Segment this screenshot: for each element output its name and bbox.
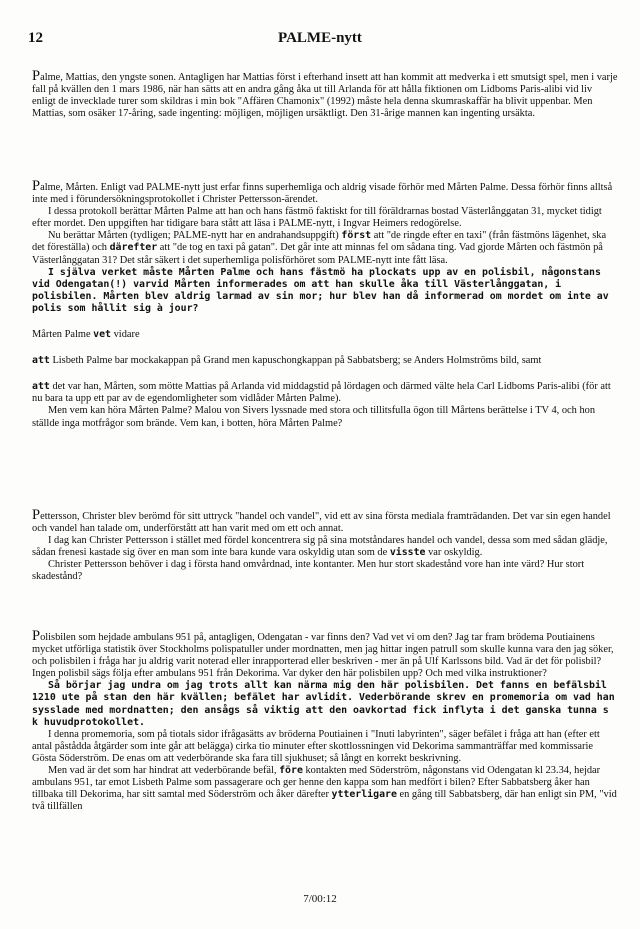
text-run: en gång till Sabbatsberg, där han enligt sin PM, "vid två tillfällen — [32, 789, 617, 813]
paragraph — [32, 765, 618, 813]
article-polisbilen — [32, 630, 618, 813]
paragraph — [32, 509, 618, 535]
initial-letter: P — [32, 68, 41, 84]
emphasis-text: att — [32, 381, 50, 393]
initial-letter: P — [32, 178, 41, 194]
text-run: att "de tog en taxi på gatan". Det går inte att minnas fel om sådana ting. Vad gjorde Mårten och fästmön på Västerlånggatan 31? Det står säkert i det superhemliga polisförhöret som PALME-nytt inte fått läsa. — [32, 242, 603, 266]
text-run: vidare — [111, 329, 140, 341]
emphasis-text: därefter — [109, 242, 158, 254]
paragraph: I denna promemoria, som på tiotals sidor ifrågasätts av bröderna Poutiainen i "Inuti labyrinten", säger befälet i fråga att han (efter ett antal påstådda åtgärder som inte går att belägga) cirka tio minuter efter skottlossningen vid Dekorima sammanträffar med kommissarie Gösta Söderström. De enas om att vederbörande ska fara till sjukhuset; så långt en korrekt beskrivning. — [32, 728, 600, 764]
article-pettersson-christer — [32, 509, 618, 584]
page-header — [0, 30, 640, 50]
emphasis-text: visste — [389, 547, 426, 559]
text-run: det var han, Mårten, som mötte Mattias på Arlanda vid middagstid på lördagen och därmed välte hela Carl Lidboms Paris-alibi (för att nu bara ta upp ett par av de egendomligheter som vidlåder Mårten Palme). — [32, 381, 611, 405]
paragraph — [32, 329, 618, 341]
publication-title: PALME-nytt — [278, 30, 362, 46]
paragraph — [32, 230, 618, 266]
article-palme-marten — [32, 180, 618, 430]
paragraph-text: alme, Mattias, den yngste sonen. Antagligen har Mattias först i efterhand insett att han kommit att medverka i ett smutsigt spel, men i varje fall på kvällen den 1 mars 1986, när han sätts att en andra gång åka ut till Arlanda för att hålla fiktionen om Lidboms Paris-alibi vid liv enligt de invecklade turer som skildras i min bok "Affären Chamonix" (1992) måste hela denna skumraskaffär ha blivit uppenbar. Men Mattias, som osäker 17-åring, sade ingenting: möjligen, möjligen ursäktligt. Den 31-årige mannen kan ingenting ursäkta. — [32, 72, 618, 120]
text-run: att "de ringde efter en taxi" (från fästmöns lägenhet, ska det föreställa) och — [32, 230, 607, 254]
paragraph: I dessa protokoll berättar Mårten Palme att han och hans fästmö faktiskt for till föräldrarnas bostad Västerlånggatan 31, mycket tidigt efter mordet. Den uppgiften har tidigare bara stått att läsa i PALME-nytt, i Ingvar Heimers redogörelse. — [32, 206, 602, 230]
paragraph: Men vem kan höra Mårten Palme? Malou von Sivers lyssnade med stora och tillitsfulla ögon till Mårtens berättelse i TV 4, och hon ställde inga motfrågor som brände. Vem kan, i botten, höra Mårten Palme? — [32, 405, 596, 429]
page-footer-code: 7/00:12 — [303, 893, 337, 905]
text-run: Nu berättar Mårten (tydligen; PALME-nytt har en andrahandsuppgift) — [48, 230, 342, 242]
paragraph-text: alme, Mårten. Enligt vad PALME-nytt just erfar finns superhemliga och aldrig visade förhör med Mårten Palme. Dessa förhör finns alltså inte med i förundersökningsprotokollet i Christer Pettersson-ärendet. — [32, 182, 613, 206]
text-run: kontakten med Söderström, någonstans vid Odengatan kl 23.34, hejdar ambulans 951, tar emot Lisbeth Palme som passagerare och ger henne den kappa som han medfört i bilen? Efter Sabbatsberg åker han tillbaka till Dekorima, har sitt samtal med Söderström och åker därefter — [32, 765, 601, 801]
text-run: Men vad är det som har hindrat att vederbörande befäl, — [48, 765, 280, 777]
text-run: I dag kan Christer Pettersson i stället med fördel koncentrera sig på sina motståndares handel och vandel, dessa som med sådan glädje, sådan frenesi kastade sig över en man som inte bara kunde vara oskyldig utan som de — [32, 535, 608, 559]
emphasis-text: före — [279, 765, 303, 777]
paragraph-text: olisbilen som hejdade ambulans 951 på, antagligen, Odengatan - var finns den? Vad vet vi om den? Jag tar fram brödema Poutiainens mycket utförliga statistik över Stockholms polispatuller under mordnatten, men jag hittar ingen patrull som skulle kunna vara den jag söker, och polisbilen i fråga har ju aldrig varit noterad eller inrapporterad eller beskriven - mer än på Ulf Karlssons bild. Vad är det för polisbil? Ingen polisbil sägs följa efter ambulans 951 från Dekorima. Var dyker den här polisbilen upp? Och med vilka instruktioner? — [32, 632, 614, 680]
initial-letter: P — [32, 628, 41, 644]
article-palme-mattias — [32, 70, 618, 120]
paragraph — [32, 381, 618, 405]
paragraph-text: ettersson, Christer blev berömd för sitt uttryck "handel och vandel", vid ett av sina första mediala framträdanden. Det var sin egen handel och vandel han talade om, underförstått att han varit med om ett och annat. — [32, 511, 611, 535]
paragraph — [32, 180, 618, 206]
emphasis-text: att — [32, 355, 50, 367]
paragraph — [32, 535, 618, 559]
paragraph — [32, 355, 618, 367]
emphasis-text: först — [341, 230, 372, 242]
bold-paragraph: Så börjar jag undra om jag trots allt kan närma mig den här polisbilen. Det fanns en befälsbil 1210 ute på stan den här kvällen; befälet har avlidit. Vederbörande skrev en promemoria om vad han sysslade med mordnatten; den ansågs så viktig att den oavkortad fick inflyta i det ganska tunna s k huvudprotokollet. — [32, 680, 615, 728]
initial-letter: P — [32, 507, 41, 523]
text-run: Mårten Palme — [32, 329, 94, 341]
emphasis-text: vet — [93, 329, 112, 341]
page-number: 12 — [28, 30, 43, 46]
text-run: var oskyldig. — [425, 547, 483, 559]
emphasis-text: ytterligare — [331, 789, 397, 801]
bold-paragraph: I själva verket måste Mårten Palme och hans fästmö ha plockats upp av en polisbil, någonstans vid Odengatan(!) varvid Mårten informerades om att han skulle åka till Västerlånggatan, i polisbilen. Mårten blev aldrig larmad av sin mor; hur blev han då informerad om mordet om inte av polis som hållit sig à jour? — [32, 266, 609, 314]
paragraph — [32, 70, 618, 120]
text-run: Lisbeth Palme bar mockakappan på Grand men kapuschongkappan på Sabbatsberg; se Anders Holmströms bild, samt — [49, 355, 542, 367]
paragraph — [32, 630, 618, 680]
paragraph: Christer Pettersson behöver i dag i första hand omvårdnad, inte kontanter. Men hur stort skadestånd vore han inte värd? Hur stort skadestånd? — [32, 559, 585, 583]
